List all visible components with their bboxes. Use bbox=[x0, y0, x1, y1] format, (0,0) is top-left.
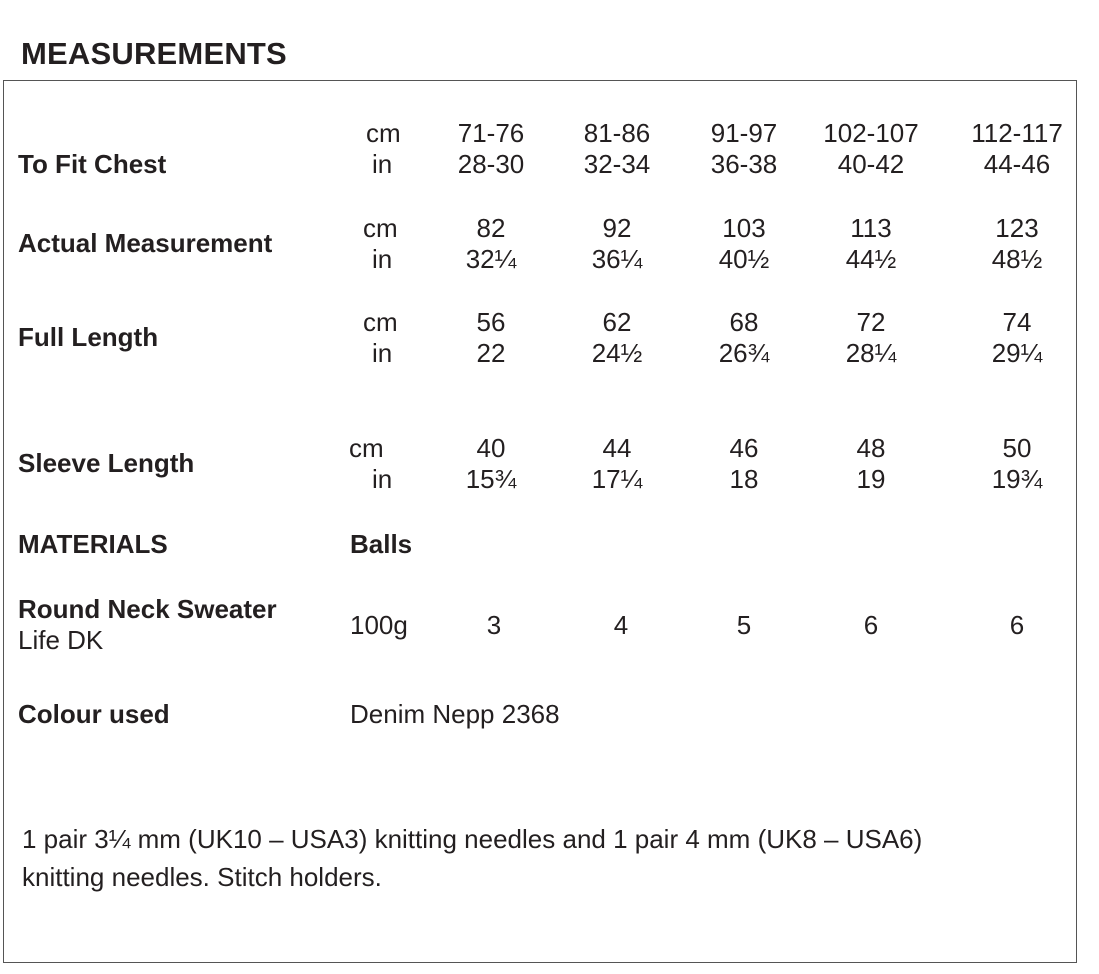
actual-in-unit: in bbox=[372, 244, 393, 274]
chest-in-value: 40-42 bbox=[837, 149, 905, 179]
needles-note-line: knitting needles. Stitch holders. bbox=[22, 862, 382, 892]
materials-heading: MATERIALS bbox=[18, 529, 168, 559]
length-in-value: 28¼ bbox=[845, 338, 897, 368]
sweater-balls-value: 4 bbox=[613, 610, 629, 640]
chest-in-value: 44-46 bbox=[983, 149, 1051, 179]
needles-note-line: 1 pair 3¼ mm (UK10 – USA3) knitting needles and 1 pair 4 mm (UK8 – USA6) bbox=[22, 824, 923, 854]
chest-cm-value: 71-76 bbox=[457, 118, 525, 148]
sweater-balls-value: 6 bbox=[1009, 610, 1025, 640]
length-in-unit: in bbox=[372, 338, 393, 368]
chest-label: To Fit Chest bbox=[18, 149, 167, 179]
actual-cm-value: 113 bbox=[850, 213, 892, 243]
length-cm-value: 72 bbox=[856, 307, 886, 337]
length-label: Full Length bbox=[18, 322, 159, 352]
actual-label: Actual Measurement bbox=[18, 228, 273, 258]
sleeve-in-value: 17¼ bbox=[591, 464, 643, 494]
length-in-value: 29¼ bbox=[991, 338, 1043, 368]
sweater-yarn: Life DK bbox=[18, 625, 104, 655]
length-cm-value: 68 bbox=[729, 307, 759, 337]
actual-in-value: 36¼ bbox=[591, 244, 643, 274]
actual-cm-value: 123 bbox=[995, 213, 1039, 243]
page-title: MEASUREMENTS bbox=[21, 36, 287, 71]
actual-in-value: 44½ bbox=[845, 244, 897, 274]
chest-cm-value: 91-97 bbox=[710, 118, 778, 148]
sweater-balls-value: 5 bbox=[736, 610, 752, 640]
needles-note bbox=[22, 820, 1062, 896]
chest-cm-unit: cm bbox=[366, 118, 401, 148]
chest-cm-value: 81-86 bbox=[583, 118, 651, 148]
sleeve-in-value: 18 bbox=[729, 464, 759, 494]
length-cm-value: 62 bbox=[602, 307, 632, 337]
sleeve-cm-value: 40 bbox=[476, 433, 506, 463]
actual-cm-value: 82 bbox=[476, 213, 506, 243]
colour-label: Colour used bbox=[18, 699, 170, 729]
actual-cm-unit: cm bbox=[363, 213, 398, 243]
sleeve-cm-unit: cm bbox=[349, 433, 384, 463]
chest-cm-value: 112-117 bbox=[971, 118, 1063, 148]
sweater-balls-value: 6 bbox=[863, 610, 879, 640]
sleeve-cm-value: 48 bbox=[856, 433, 886, 463]
chest-in-value: 36-38 bbox=[710, 149, 778, 179]
sleeve-in-value: 19¾ bbox=[991, 464, 1043, 494]
length-in-value: 24½ bbox=[591, 338, 643, 368]
actual-in-value: 48½ bbox=[991, 244, 1043, 274]
sleeve-cm-value: 46 bbox=[729, 433, 759, 463]
length-in-value: 22 bbox=[476, 338, 506, 368]
sleeve-in-value: 19 bbox=[856, 464, 886, 494]
actual-cm-value: 92 bbox=[602, 213, 632, 243]
length-cm-unit: cm bbox=[363, 307, 398, 337]
sleeve-label: Sleeve Length bbox=[18, 448, 195, 478]
length-in-value: 26¾ bbox=[718, 338, 770, 368]
actual-in-value: 32¼ bbox=[465, 244, 517, 274]
chest-in-value: 32-34 bbox=[583, 149, 651, 179]
chest-cm-value: 102-107 bbox=[823, 118, 919, 148]
chest-in-value: 28-30 bbox=[457, 149, 525, 179]
balls-heading: Balls bbox=[350, 529, 413, 559]
length-cm-value: 56 bbox=[476, 307, 506, 337]
sleeve-cm-value: 44 bbox=[602, 433, 632, 463]
chest-in-unit: in bbox=[372, 149, 393, 179]
sleeve-in-value: 15¾ bbox=[465, 464, 517, 494]
actual-cm-value: 103 bbox=[722, 213, 766, 243]
length-cm-value: 74 bbox=[1002, 307, 1032, 337]
sweater-weight: 100g bbox=[350, 610, 408, 640]
sleeve-cm-value: 50 bbox=[1002, 433, 1032, 463]
sleeve-in-unit: in bbox=[372, 464, 393, 494]
actual-in-value: 40½ bbox=[718, 244, 770, 274]
sweater-name: Round Neck Sweater bbox=[18, 594, 277, 624]
colour-value: Denim Nepp 2368 bbox=[350, 699, 560, 729]
sweater-balls-value: 3 bbox=[486, 610, 502, 640]
